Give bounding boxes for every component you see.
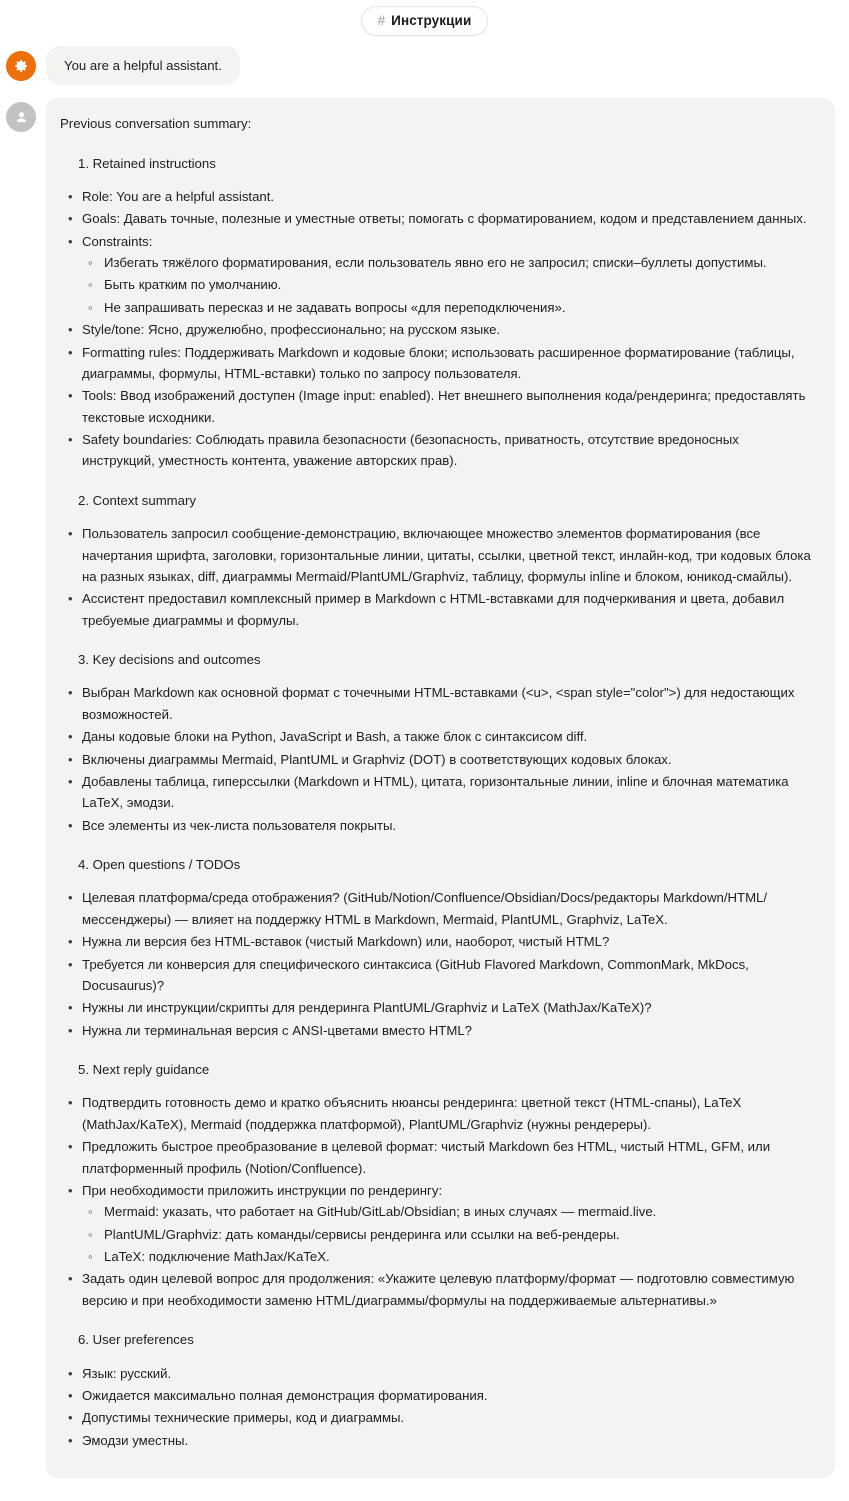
- list-item-text: • Нужны ли инструкции/скрипты для рендеринга PlantUML/Graphviz и LaTeX (MathJax/KaTeX)?: [82, 997, 813, 1018]
- user-message-row: [0, 97, 849, 1479]
- summary-section-heading: 2. Context summary: [78, 492, 196, 508]
- list-item: [60, 749, 813, 770]
- list-item: [60, 1268, 813, 1311]
- list-item: ◦ Mermaid: указать, что работает на GitHub/GitLab/Obsidian; в иных случаях — mermaid.live.: [82, 1201, 813, 1222]
- list-item-text: • Ассистент предоставил комплексный пример в Markdown с HTML-вставками для подчеркивания и цвета, добавил требуемые диаграммы и формулы.: [82, 588, 813, 631]
- list-item-text: • Safety boundaries: Соблюдать правила безопасности (безопасность, приватность, отсутствие вредоносных инструкций, уместность контента, уважение авторских прав).: [82, 429, 813, 472]
- summary-section-heading: 6. User preferences: [78, 1332, 194, 1348]
- summary-markdown-body: [60, 113, 813, 1451]
- list-item: ◦ Избегать тяжёлого форматирования, если пользователь явно его не запросил; списки–буллеты допустимы.: [82, 252, 813, 273]
- list-item: [60, 815, 813, 836]
- summary-section: [60, 1059, 813, 1311]
- summary-section-heading: 4. Open questions / TODOs: [78, 857, 241, 873]
- list-item-text: • Goals: Давать точные, полезные и уместные ответы; помогать с форматированием, кодом и представлением данных.: [82, 208, 813, 229]
- summary-section: [60, 153, 813, 472]
- list-item: ◦ LaTeX: подключение MathJax/KaTeX.: [82, 1246, 813, 1267]
- summary-bullet-list: [60, 1363, 813, 1452]
- list-item-text: • Tools: Ввод изображений доступен (Image input: enabled). Нет внешнего выполнения кода/рендеринга; предоставлять текстовые исходники.: [82, 385, 813, 428]
- summary-section: [60, 649, 813, 836]
- list-item-text: • Пользователь запросил сообщение-демонстрацию, включающее множество элементов форматирования (все начертания шрифта, заголовки, горизонтальные линии, цитаты, ссылки, цветной текст, инлайн-код, три кодовых блока на разных языках, diff, диаграммы Mermaid/PlantUML/Graphviz, таблицу, формулы inline и блоком, юникод-смайлы).: [82, 523, 813, 587]
- list-item-text: • Все элементы из чек-листа пользователя покрыты.: [82, 815, 813, 836]
- summary-section-heading: 5. Next reply guidance: [78, 1062, 210, 1078]
- list-item-text: • Выбран Markdown как основной формат с точечными HTML-вставками (<u>, <span style="color">) для недостающих возможностей.: [82, 682, 813, 725]
- list-item: [60, 1407, 813, 1428]
- summary-section: [60, 854, 813, 1041]
- system-avatar: [6, 51, 36, 81]
- summary-section: [60, 490, 813, 631]
- list-item: [60, 231, 813, 319]
- summary-sub-bullet-list: [82, 252, 813, 318]
- list-item: [60, 319, 813, 340]
- list-item: [60, 523, 813, 587]
- list-item-text: • Допустимы технические примеры, код и диаграммы.: [82, 1407, 813, 1428]
- list-item: [60, 771, 813, 814]
- list-item-text: • Даны кодовые блоки на Python, JavaScript и Bash, а также блок с синтаксисом diff.: [82, 726, 813, 747]
- list-item: [60, 208, 813, 229]
- list-item: ◦ Быть кратким по умолчанию.: [82, 274, 813, 295]
- list-item-text: • Включены диаграммы Mermaid, PlantUML и Graphviz (DOT) в соответствующих кодовых блоках.: [82, 749, 813, 770]
- list-item-text: • Целевая платформа/среда отображения? (GitHub/Notion/Confluence/Obsidian/Docs/редакторы Markdown/HTML/мессенджеры) — влияет на поддержку HTML в Markdown, Mermaid, PlantUML, Graphviz, LaTeX.: [82, 887, 813, 930]
- list-item-text: • Требуется ли конверсия для специфического синтаксиса (GitHub Flavored Markdown, CommonMark, MkDocs, Docusaurus)?: [82, 954, 813, 997]
- summary-bullet-list: [60, 682, 813, 836]
- summary-section-heading: 1. Retained instructions: [78, 155, 216, 171]
- gear-icon: [13, 58, 29, 74]
- list-item-text: • При необходимости приложить инструкции по рендерингу:: [82, 1180, 813, 1201]
- list-item: [60, 931, 813, 952]
- list-item: [60, 429, 813, 472]
- list-item: [60, 1430, 813, 1451]
- list-item-text: • Constraints:: [82, 231, 813, 252]
- list-item-text: • Добавлены таблица, гиперссылки (Markdown и HTML), цитата, горизонтальные линии, inline и блочная математика LaTeX, эмодзи.: [82, 771, 813, 814]
- list-item-text: • Задать один целевой вопрос для продолжения: «Укажите целевую платформу/формат — подготовлю совместимую версию и при необходимости заменю HTML/диаграммы/формулы на поддерживаемые альтернативы.»: [82, 1268, 813, 1311]
- person-icon: [13, 109, 30, 126]
- user-message-bubble: [46, 97, 835, 1479]
- summary-section: [60, 1329, 813, 1451]
- list-item: [60, 954, 813, 997]
- list-item: [60, 1385, 813, 1406]
- system-message-bubble: [46, 46, 240, 85]
- list-item: [60, 1363, 813, 1384]
- summary-bullet-list: [60, 523, 813, 631]
- list-item: [60, 726, 813, 747]
- summary-bullet-list: [60, 1092, 813, 1311]
- list-item-text: • Formatting rules: Поддерживать Markdown и кодовые блоки; использовать расширенное форматирование (таблицы, диаграммы, формулы, HTML-вставки) только по запросу пользователя.: [82, 342, 813, 385]
- list-item-text: • Предложить быстрое преобразование в целевой формат: чистый Markdown без HTML, чистый HTML, GFM, или платформенный профиль (Notion/Confluence).: [82, 1136, 813, 1179]
- list-item: ◦ Не запрашивать пересказ и не задавать вопросы «для переподключения».: [82, 297, 813, 318]
- summary-lead: Previous conversation summary:: [60, 116, 252, 132]
- list-item-text: • Style/tone: Ясно, дружелюбно, профессионально; на русском языке.: [82, 319, 813, 340]
- summary-section-heading: 3. Key decisions and outcomes: [78, 652, 261, 668]
- summary-bullet-list: [60, 186, 813, 472]
- list-item: [60, 1136, 813, 1179]
- system-message-row: [0, 46, 849, 85]
- list-item: [60, 588, 813, 631]
- list-item-text: • Ожидается максимально полная демонстрация форматирования.: [82, 1385, 813, 1406]
- list-item: [60, 1020, 813, 1041]
- section-title: Инструкции: [391, 13, 472, 28]
- system-message-text: You are a helpful assistant.: [64, 58, 222, 73]
- list-item: [60, 1180, 813, 1268]
- hash-icon: #: [377, 13, 386, 28]
- list-item: [60, 887, 813, 930]
- list-item-text: • Подтвердить готовность демо и кратко объяснить нюансы рендеринга: цветной текст (HTML-спаны), LaTeX (MathJax/KaTeX), Mermaid (поддержка платформой), PlantUML/Graphviz (нужны рендереры).: [82, 1092, 813, 1135]
- section-header-row: [0, 0, 849, 46]
- list-item-text: • Нужна ли терминальная версия с ANSI-цветами вместо HTML?: [82, 1020, 813, 1041]
- list-item-text: • Эмодзи уместны.: [82, 1430, 813, 1451]
- instructions-section-pill[interactable]: [361, 6, 489, 36]
- list-item: [60, 682, 813, 725]
- list-item-text: • Role: You are a helpful assistant.: [82, 186, 813, 207]
- list-item: [60, 186, 813, 207]
- list-item-text: • Нужна ли версия без HTML-вставок (чистый Markdown) или, наоборот, чистый HTML?: [82, 931, 813, 952]
- list-item: [60, 342, 813, 385]
- summary-bullet-list: [60, 887, 813, 1041]
- summary-sub-bullet-list: [82, 1201, 813, 1267]
- list-item-text: • Язык: русский.: [82, 1363, 813, 1384]
- list-item: [60, 1092, 813, 1135]
- summary-sections: [60, 153, 813, 1452]
- user-avatar: [6, 102, 36, 132]
- list-item: ◦ PlantUML/Graphviz: дать команды/сервисы рендеринга или ссылки на веб-рендеры.: [82, 1224, 813, 1245]
- list-item: [60, 997, 813, 1018]
- list-item: [60, 385, 813, 428]
